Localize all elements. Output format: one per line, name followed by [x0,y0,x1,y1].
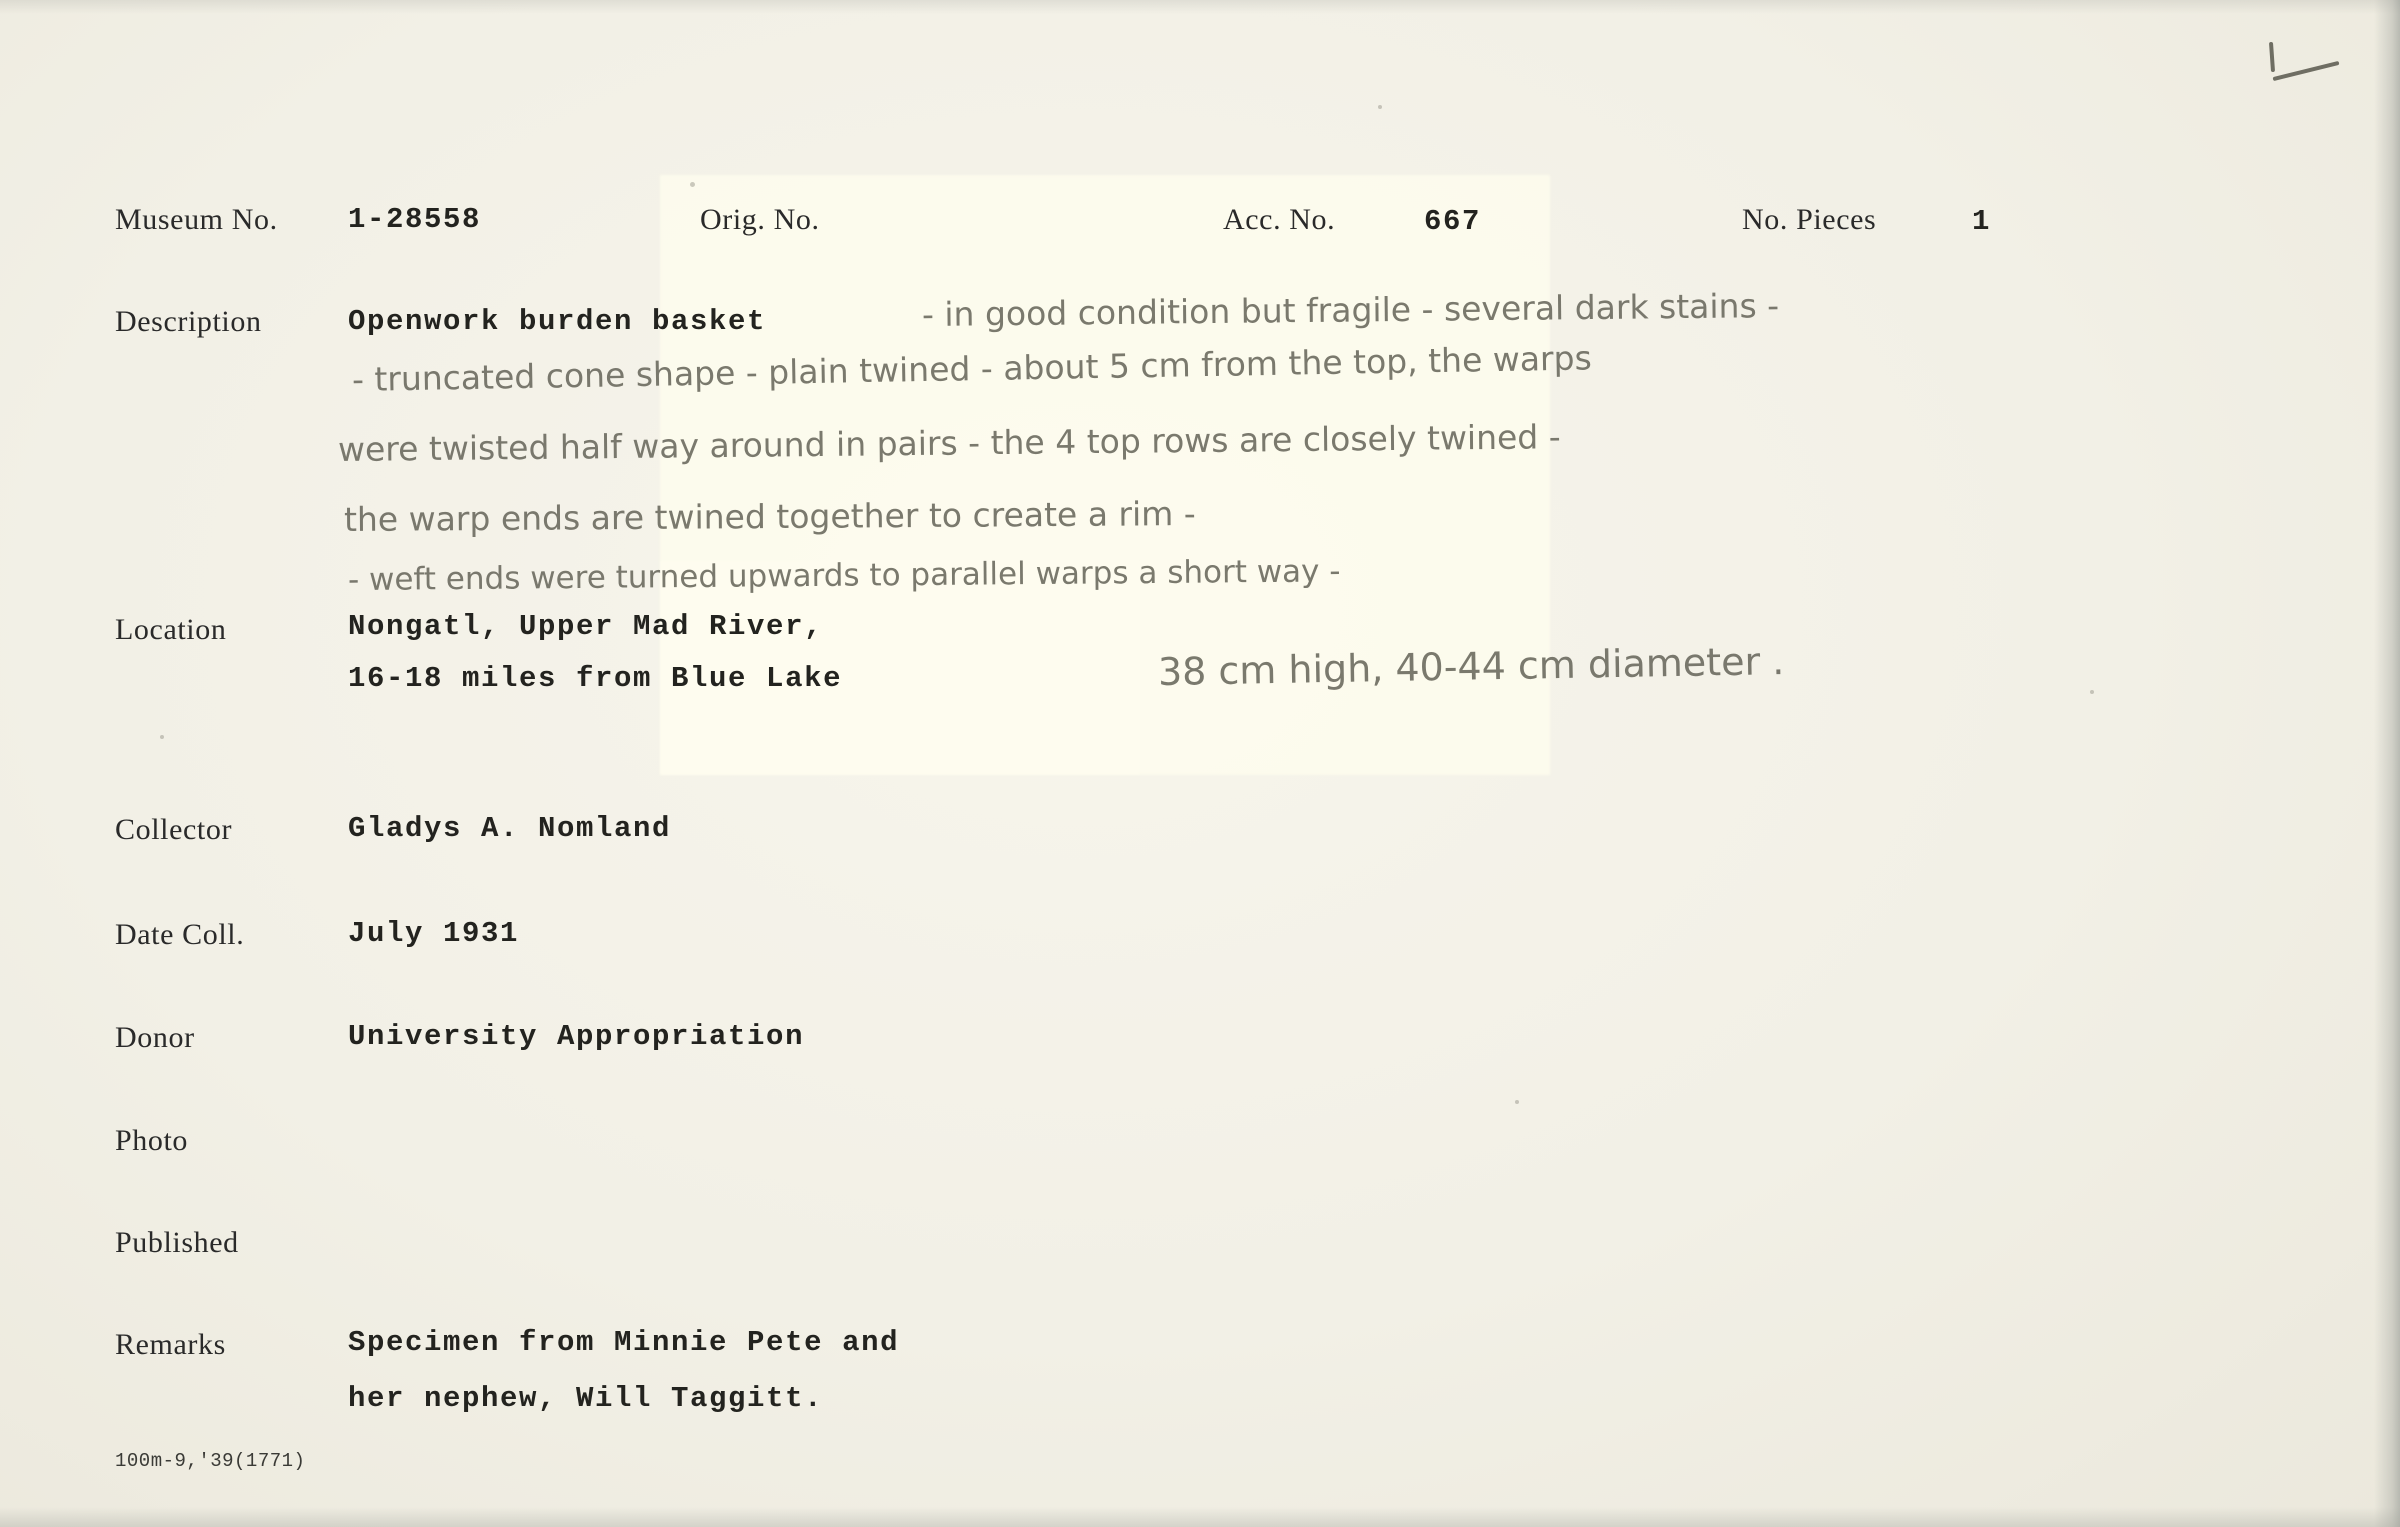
form-code: 100m-9,'39(1771) [115,1450,306,1472]
handwritten-note-line-2: - truncated cone shape - plain twined - about 5 cm from the top, the warps [351,338,1593,399]
handwritten-note-line-5: - weft ends were turned upwards to parallel warps a short way - [347,553,1341,598]
paper-speck [1378,105,1382,109]
acc-no-label: Acc. No. [1223,203,1336,236]
handwritten-dimensions: 38 cm high, 40-44 cm diameter . [1157,639,1785,694]
remarks-value-line-2: her nephew, Will Taggitt. [348,1382,824,1415]
card-edge-bottom [0,1507,2400,1527]
donor-value: University Appropriation [348,1020,805,1053]
donor-label: Donor [115,1021,195,1054]
card-edge-top [0,0,2400,14]
museum-no-label: Museum No. [115,203,278,236]
date-coll-value: July 1931 [348,917,520,950]
acc-no-value: 667 [1424,205,1482,238]
description-label: Description [115,305,262,338]
date-coll-label: Date Coll. [115,918,245,951]
location-value-line-1: Nongatl, Upper Mad River, [348,610,824,643]
handwritten-note-line-3: were twisted half way around in pairs - the 4 top rows are closely twined - [337,417,1561,469]
location-label: Location [115,613,227,646]
description-value: Openwork burden basket [348,305,767,338]
remarks-value-line-1: Specimen from Minnie Pete and [348,1326,900,1359]
published-label: Published [115,1226,239,1259]
card-edge-right [2374,0,2400,1527]
collector-value: Gladys A. Nomland [348,812,672,845]
location-value-line-2: 16-18 miles from Blue Lake [348,662,843,695]
paper-speck [690,182,695,187]
paper-speck [1515,1100,1519,1104]
photo-label: Photo [115,1124,189,1157]
paper-speck [2090,690,2094,694]
orig-no-label: Orig. No. [700,203,820,236]
handwritten-note-line-1: - in good condition but fragile - several dark stains - [921,286,1780,334]
collector-label: Collector [115,813,233,846]
no-pieces-label: No. Pieces [1742,203,1877,236]
remarks-label: Remarks [115,1328,226,1361]
museum-no-value: 1-28558 [348,203,482,236]
pencil-check-mark-icon [2270,42,2340,78]
no-pieces-value: 1 [1972,205,1992,238]
handwritten-note-line-4: the warp ends are twined together to create a rim - [343,494,1196,539]
paper-speck [160,735,164,739]
